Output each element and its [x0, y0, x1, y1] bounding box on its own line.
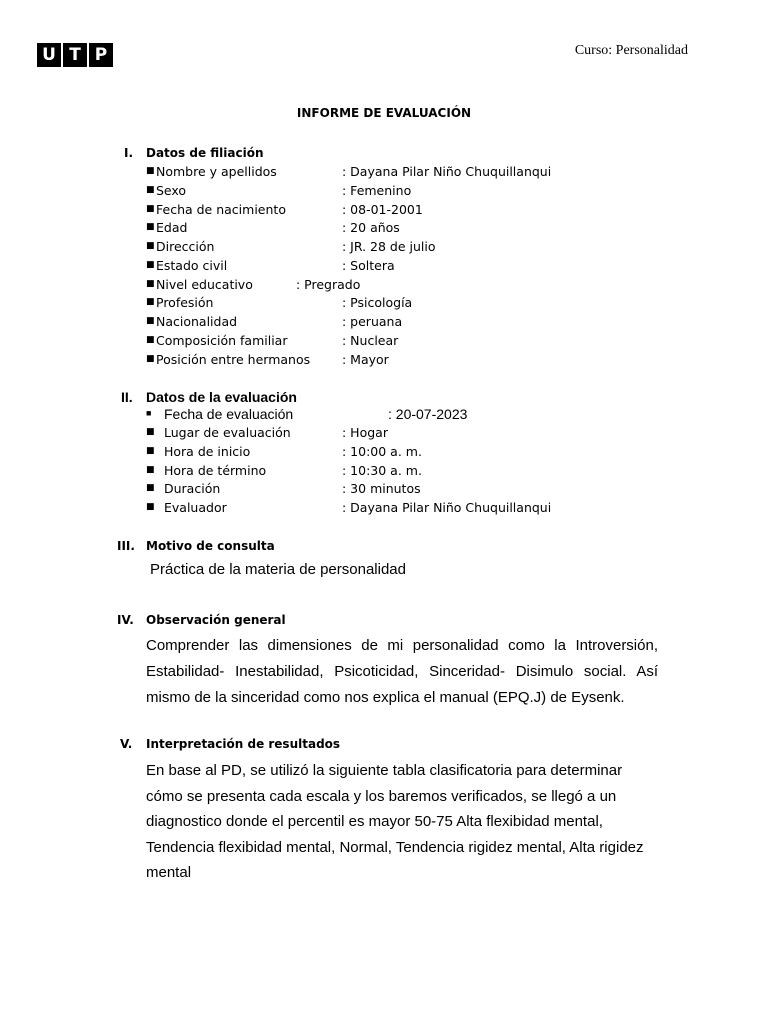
bullet-icon: ■: [146, 241, 155, 251]
field-label: Posición entre hermanos: [156, 352, 311, 367]
section-label: Motivo de consulta: [146, 539, 275, 553]
bullet-icon: ■: [146, 502, 155, 512]
field-value: : Pregrado: [296, 277, 361, 292]
bullet-icon: ■: [146, 316, 155, 326]
field-label: Nombre y apellidos: [156, 164, 277, 179]
bullet-icon: ■: [146, 408, 152, 418]
logo-letter: T: [63, 43, 87, 67]
field-value: : JR. 28 de julio: [342, 239, 436, 254]
bullet-icon: ■: [146, 204, 155, 214]
section-label: Datos de filiación: [146, 146, 264, 160]
field-value: : Mayor: [342, 352, 389, 367]
bullet-icon: ■: [146, 297, 155, 307]
section-5-text: En base al PD, se utilizó la siguiente tabla clasificatoria para determinar cómo se presenta cada escala y los baremos verificados, se llegó a un diagnostico donde el percentil es mayor 50-75 Alta flexibidad mental, Tendencia flexibidad mental, Normal, Tendencia rigidez mental, Alta rigidez mental: [146, 762, 644, 881]
field-value: : peruana: [342, 314, 403, 329]
section-label: Observación general: [146, 613, 286, 627]
logo-letter: U: [37, 43, 61, 67]
bullet-icon: ■: [146, 427, 155, 437]
bullet-icon: ■: [146, 465, 155, 475]
section-number: V.: [120, 737, 133, 751]
field-value: : 30 minutos: [342, 481, 421, 496]
utp-logo: [37, 43, 113, 67]
field-label: Lugar de evaluación: [164, 425, 291, 440]
section-number: IV.: [117, 613, 134, 627]
bullet-icon: ■: [146, 166, 155, 176]
field-label: Evaluador: [164, 500, 227, 515]
section-number: II.: [121, 389, 133, 405]
course-label: Curso: Personalidad: [574, 43, 688, 58]
field-value: : Hogar: [342, 425, 388, 440]
field-label: Edad: [156, 220, 188, 235]
field-value: : 08-01-2001: [342, 202, 423, 217]
field-label: Nivel educativo: [156, 277, 253, 292]
field-label: Composición familiar: [156, 333, 288, 348]
field-value: : 20 años: [342, 220, 400, 235]
field-label: Hora de inicio: [164, 444, 251, 459]
field-label: Estado civil: [156, 258, 228, 273]
field-value: : Dayana Pilar Niño Chuquillanqui: [342, 500, 552, 515]
field-label: Sexo: [156, 183, 187, 198]
field-label: Dirección: [156, 239, 215, 254]
section-number: I.: [124, 146, 134, 160]
bullet-icon: ■: [146, 222, 155, 232]
bullet-icon: ■: [146, 335, 155, 345]
field-value: : Femenino: [342, 183, 412, 198]
bullet-icon: ■: [146, 483, 155, 493]
section-label: Interpretación de resultados: [146, 737, 341, 751]
field-label: Nacionalidad: [156, 314, 238, 329]
section-3-text: Práctica de la materia de personalidad: [150, 561, 406, 578]
bullet-icon: ■: [146, 354, 155, 364]
field-value: : 10:00 a. m.: [342, 444, 422, 459]
field-label: Fecha de nacimiento: [156, 202, 286, 217]
section-4-text: Comprender las dimensiones de mi personalidad como la Introversión, Estabilidad- Inestabilidad, Psicoticidad, Sinceridad- Disimulo social. Así mismo de la sinceridad como nos explica el manual (EPQ.J) de Eysenk.: [146, 637, 658, 706]
field-label: Hora de término: [164, 463, 267, 478]
field-value: : 20-07-2023: [388, 406, 468, 422]
section-number: III.: [117, 539, 135, 553]
field-value: : Soltera: [342, 258, 395, 273]
bullet-icon: ■: [146, 446, 155, 456]
field-label: Duración: [164, 481, 221, 496]
bullet-icon: ■: [146, 260, 155, 270]
field-value: : Psicología: [342, 295, 413, 310]
document-title: INFORME DE EVALUACIÓN: [296, 106, 472, 120]
logo-letter: P: [89, 43, 113, 67]
field-label: Profesión: [156, 295, 214, 310]
section-label: Datos de la evaluación: [146, 389, 297, 405]
bullet-icon: ■: [146, 185, 155, 195]
bullet-icon: ■: [146, 279, 155, 289]
field-value: : Nuclear: [342, 333, 399, 348]
field-value: : 10:30 a. m.: [342, 463, 422, 478]
field-label: Fecha de evaluación: [164, 406, 294, 422]
field-value: : Dayana Pilar Niño Chuquillanqui: [342, 164, 552, 179]
